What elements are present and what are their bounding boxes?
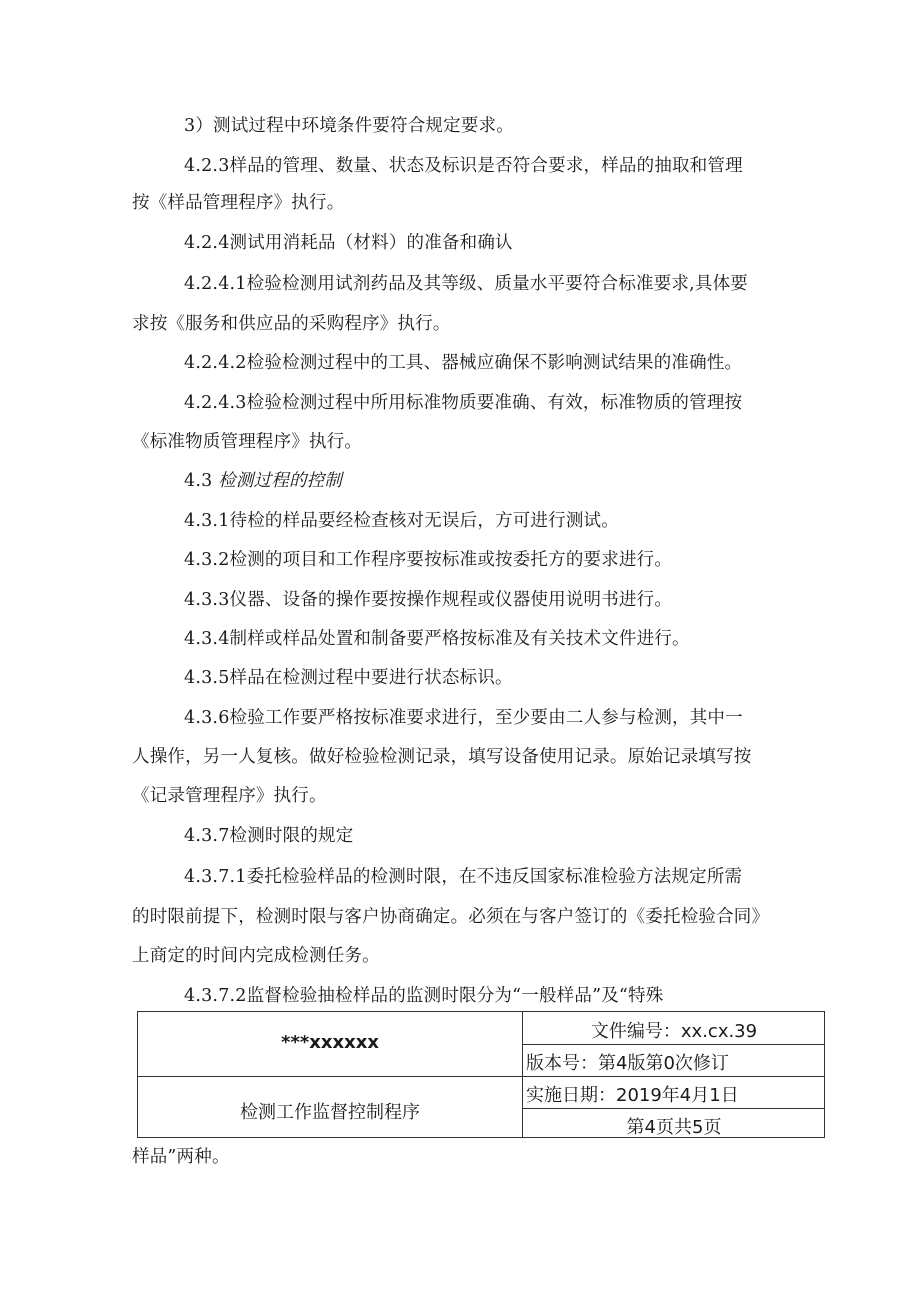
organization-name: ***xxxxxx bbox=[281, 1032, 379, 1053]
document-number: 文件编号：xx.cx.39 bbox=[590, 1021, 758, 1042]
para-line: 4.3.3仪器、设备的操作要按操作规程或仪器使用说明书进行。 bbox=[184, 590, 673, 610]
page-number: 第4页共5页 bbox=[626, 1117, 722, 1138]
section-heading bbox=[184, 467, 342, 492]
effective-date: 实施日期：2019年4月1日 bbox=[526, 1085, 739, 1106]
para-line: 样品”两种。 bbox=[132, 1147, 230, 1167]
para-line: 4.2.4.2检验检测过程中的工具、器械应确保不影响测试结果的准确性。 bbox=[184, 353, 743, 373]
para-line: 3）测试过程中环境条件要符合规定要求。 bbox=[184, 116, 514, 136]
para-line: 4.3.7检测时限的规定 bbox=[184, 826, 354, 846]
document-title: 检测工作监督控制程序 bbox=[240, 1102, 420, 1123]
para-line: 4.2.3样品的管理、数量、状态及标识是否符合要求，样品的抽取和管理 bbox=[184, 156, 743, 176]
para-line: 4.2.4测试用消耗品（材料）的准备和确认 bbox=[184, 233, 513, 253]
para-line: 4.2.4.1检验检测用试剂药品及其等级、质量水平要符合标准要求,具体要 bbox=[184, 274, 748, 294]
para-line: 4.3.7.1委托检验样品的检测时限，在不违反国家标准检验方法规定所需 bbox=[184, 867, 743, 887]
table-divider bbox=[138, 1076, 824, 1077]
version-info: 版本号：第4版第0次修订 bbox=[526, 1053, 729, 1074]
para-line: 求按《服务和供应品的采购程序》执行。 bbox=[132, 314, 451, 334]
para-line: 4.3.4制样或样品处置和制备要严格按标准及有关技术文件进行。 bbox=[184, 629, 690, 649]
section-title: 检测过程的控制 bbox=[218, 471, 343, 491]
para-line: 按《样品管理程序》执行。 bbox=[132, 193, 345, 213]
table-divider bbox=[522, 1108, 824, 1109]
para-line: 人操作，另一人复核。做好检验检测记录，填写设备使用记录。原始记录填写按 bbox=[132, 747, 752, 767]
document-footer-table bbox=[137, 1011, 825, 1138]
para-line: 4.3.6检验工作要严格按标准要求进行，至少要由二人参与检测，其中一 bbox=[184, 708, 743, 728]
para-line: 的时限前提下，检测时限与客户协商确定。必须在与客户签订的《委托检验合同》 bbox=[132, 907, 770, 927]
para-line: 4.2.4.3检验检测过程中所用标准物质要准确、有效，标准物质的管理按 bbox=[184, 393, 743, 413]
para-line: 4.3.2检测的项目和工作程序要按标准或按委托方的要求进行。 bbox=[184, 550, 673, 570]
para-line: 《记录管理程序》执行。 bbox=[132, 786, 327, 806]
para-line: 《标准物质管理程序》执行。 bbox=[132, 432, 363, 452]
para-line: 4.3.5样品在检测过程中要进行状态标识。 bbox=[184, 668, 513, 688]
para-line: 4.3.7.2监督检验抽检样品的监测时限分为“一般样品”及“特殊 bbox=[184, 986, 664, 1006]
para-line: 4.3.1待检的样品要经检查核对无误后，方可进行测试。 bbox=[184, 511, 619, 531]
section-number: 4.3 bbox=[184, 471, 213, 491]
table-divider bbox=[522, 1044, 824, 1045]
para-line: 上商定的时间内完成检测任务。 bbox=[132, 946, 380, 966]
